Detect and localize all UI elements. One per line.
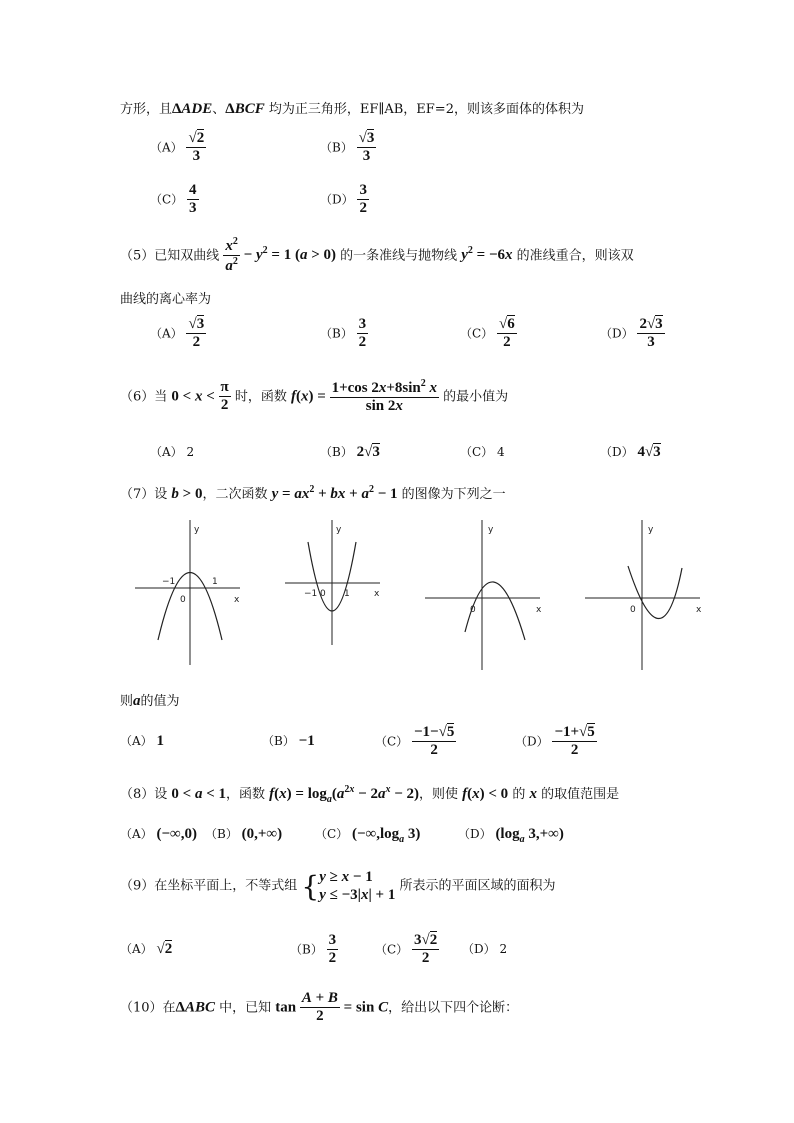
graph-4 xyxy=(580,520,710,670)
svg-text:y: y xyxy=(648,525,654,535)
q9-option-c: （C） $\frac{3√2}{2}$ xyxy=(375,932,438,967)
svg-text:−1: −1 xyxy=(162,577,176,587)
q5-option-a: （A） $\frac{√3}{2}$ xyxy=(150,316,205,351)
q6-a-val: 2 xyxy=(186,445,195,459)
q7-option-b: （B） −1 xyxy=(262,733,315,749)
svg-text:0: 0 xyxy=(320,589,326,599)
q7-after: 则a的值为 xyxy=(120,693,180,709)
svg-text:0: 0 xyxy=(180,595,186,605)
q5-option-d: （D） $\frac{2√3}{3}$ xyxy=(600,316,663,351)
q7-b-val: −1 xyxy=(298,733,315,749)
q7-option-d: （D） $\frac{-1+√5}{2}$ xyxy=(515,724,595,759)
graph-3 xyxy=(420,520,550,670)
q7-option-c: （C） $\frac{-1-√5}{2}$ xyxy=(375,724,455,759)
svg-text:x: x xyxy=(696,605,702,615)
svg-text:1: 1 xyxy=(344,589,350,599)
svg-text:y: y xyxy=(194,525,200,535)
graph-1 xyxy=(130,520,250,670)
q4-option-d: （D） $\frac{3}{2}$ xyxy=(320,182,367,217)
svg-text:x: x xyxy=(374,589,380,599)
svg-text:x: x xyxy=(536,605,542,615)
svg-text:x: x xyxy=(234,595,240,605)
q9-d-val: 2 xyxy=(499,942,508,956)
q7-a-val: 1 xyxy=(156,733,164,749)
q6-option-d: （D） 4√3 xyxy=(600,444,661,460)
graph-2 xyxy=(280,520,390,650)
q4-option-a: （A） $\frac{√2}{3}$ xyxy=(150,130,205,165)
q5-stem-2: 曲线的离心率为 xyxy=(120,292,212,307)
q6-c-val: 4 xyxy=(497,445,505,459)
svg-text:1: 1 xyxy=(212,577,218,587)
q4-option-b: （B） $\frac{√3}{3}$ xyxy=(320,130,375,165)
q9-option-b: （B） $\frac{3}{2}$ xyxy=(290,932,337,967)
q8-b-val: (0,+∞) xyxy=(241,826,283,842)
q6-option-a: （A） 2 xyxy=(150,445,195,459)
svg-text:−1: −1 xyxy=(304,589,318,599)
q6-option-c: （C） 4 xyxy=(460,445,505,459)
q8-option-d: （D） ($\log_a$ 3,+∞) xyxy=(458,826,564,845)
q4-stem: 方形，且ΔADE、ΔBCF 均为正三角形，EF∥AB，EF=2，则该多面体的体积为 xyxy=(120,101,584,117)
svg-text:0: 0 xyxy=(470,605,476,615)
q5-option-b: （B） $\frac{3}{2}$ xyxy=(320,316,367,351)
q8-option-a: （A） (−∞,0) xyxy=(120,826,197,842)
q6-stem: （6）当 0 < x < $\frac{\pi}{2}$ 时，函数 f(x) = $\frac{1+\cos 2x+8\sin^2 x}{\sin 2x}$ 的最小值为 xyxy=(120,378,509,415)
q4-option-c: （C） $\frac{4}{3}$ xyxy=(150,182,197,217)
q7-option-a: （A） 1 xyxy=(120,733,164,749)
q9-option-d: （D） 2 xyxy=(462,942,508,956)
q10-stem: （10）在ΔABC 中，已知 tan $\frac{A + B}{2}$ = sin C，给出以下四个论断： xyxy=(120,990,519,1025)
svg-text:y: y xyxy=(488,525,494,535)
q9-option-a: （A） √2 xyxy=(120,941,173,957)
q9-stem: （9）在坐标平面上，不等式组 {y ≥ x − 1 y ≤ −3|x| + 1 所表示的平面区域的面积为 xyxy=(120,869,556,903)
q7-stem: （7）设 b > 0，二次函数 $y = ax^2$ + bx + $a^2 - 1$ 的图像为下列之一 xyxy=(120,484,506,502)
svg-text:y: y xyxy=(336,525,342,535)
q8-stem: （8）设 0 < a < 1，函数 $f(x) = \log_a(a^{2x} - 2a^x - 2)$，则使 f(x) < 0 的 x 的取值范围是 xyxy=(120,784,620,805)
svg-text:0: 0 xyxy=(630,605,636,615)
q8-a-val: (−∞,0) xyxy=(156,826,197,842)
q5-option-c: （C） $\frac{√6}{2}$ xyxy=(460,316,515,351)
q8-option-c: （C） ($-\infty,\log_a$ 3) xyxy=(315,826,421,845)
q5-stem: （5）已知双曲线 $\frac{x^2}{a^2}$ − $y^2 = 1$ (a > 0) 的一条准线与抛物线 $y^2 = -6x$ 的准线重合，则该双 xyxy=(120,236,634,275)
q8-option-b: （B） (0,+∞) xyxy=(205,826,283,842)
q6-option-b: （B） 2√3 xyxy=(320,444,380,460)
